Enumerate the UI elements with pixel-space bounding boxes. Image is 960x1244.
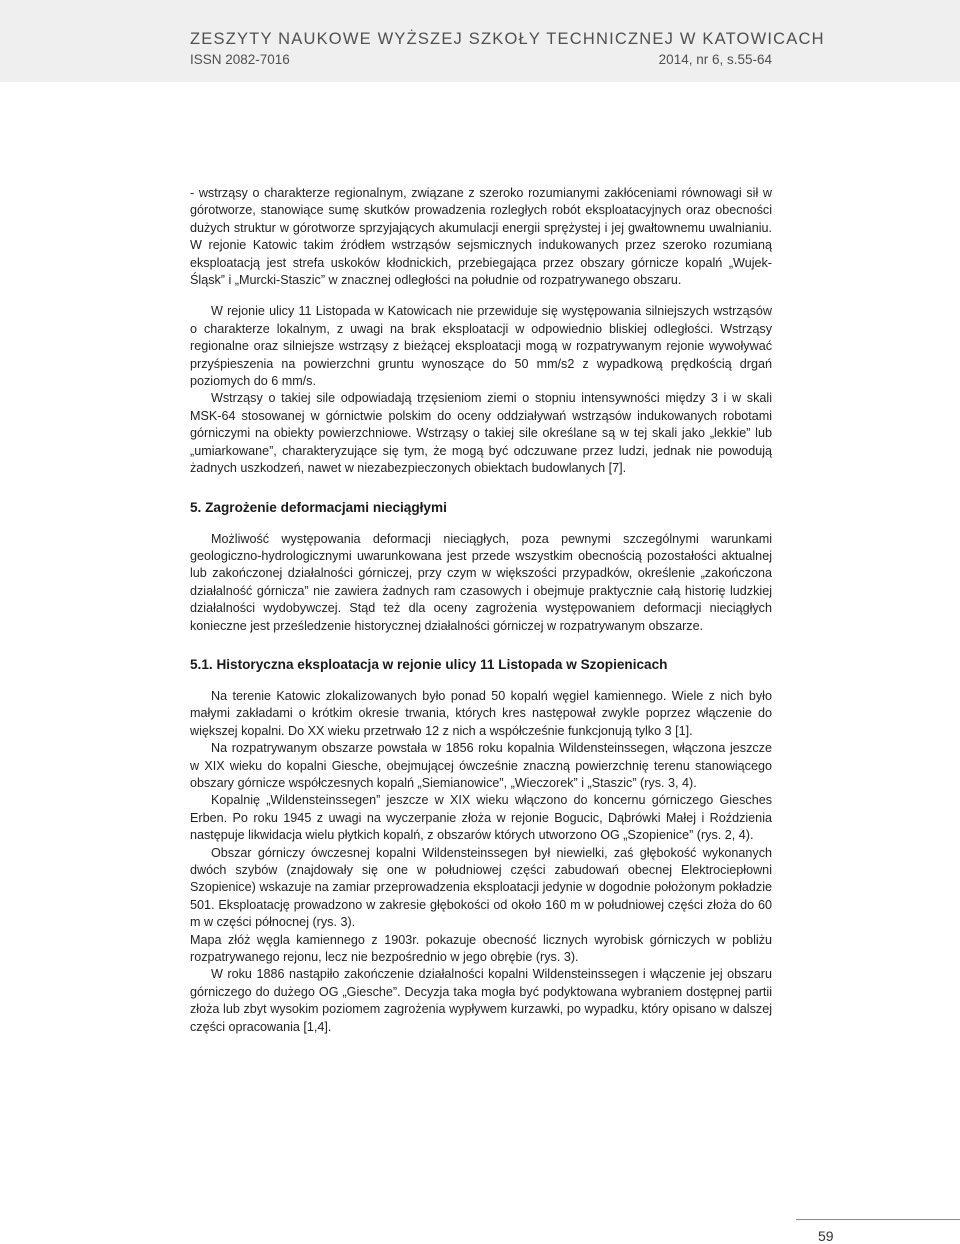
section-heading-5-1: 5.1. Historyczna eksploatacja w rejonie ulicy 11 Listopada w Szopienicach	[190, 656, 668, 672]
paragraph-mining-area: Obszar górniczy ówczesnej kopalni Wildensteinssegen był niewielki, zaś głębokość wykonanych dwóch szybów (znajdowały się one w południowej części zabudowań obecnej Elektrociepłowni Szopienice) wskazuje na zamiar przeprowadzenia eksploatacji jedynie w dogodnie położonym pokładzie 501. Eksploatację prowadzono w zakresie głębokości od około 160 m w południowej części złoża do 60 m w części północnej (rys. 3).	[190, 845, 772, 930]
issn: ISSN 2082-7016	[190, 52, 290, 67]
footer-divider	[796, 1219, 960, 1220]
article-body	[190, 185, 772, 1036]
paragraph-1903-map: Mapa złóż węgla kamiennego z 1903r. pokazuje obecność licznych wyrobisk górniczych w pobliżu rozpatrywanego rejonu, lecz nie bezpośrednio w jego obrębie (rys. 3).	[190, 932, 772, 965]
journal-title: ZESZYTY NAUKOWE WYŻSZEJ SZKOŁY TECHNICZNEJ W KATOWICACH	[190, 30, 825, 48]
paragraph-listopada-tremors: W rejonie ulicy 11 Listopada w Katowicach nie przewiduje się występowania silniejszych wstrząsów o charakterze lokalnym, z uwagi na brak eksploatacji w odpowiednio bliskiej odległości. Wstrząsy regionalne oraz silniejsze wstrząsy z bieżącej eksploatacji mogą w rozpatrywanym rejonie wywoływać przyśpieszenia na powierzchni gruntu wynoszące do 50 mm/s2 z wypadkową prędkością drgań poziomych do 6 mm/s.	[190, 304, 772, 389]
issue-info: 2014, nr 6, s.55-64	[658, 52, 772, 67]
paragraph-giesches-erben: Kopalnię „Wildensteinssegen” jeszcze w XIX wieku włączono do koncernu górniczego Giesches Erben. Po roku 1945 z uwagi na wyczerpanie złoża w rejonie Bogucic, Dąbrówki Małej i Roździenia następuje likwidacja wielu płytkich kopalń, z obszarów których utworzono OG „Szopienice” (rys. 2, 4).	[190, 793, 772, 843]
section-heading-5: 5. Zagrożenie deformacjami nieciągłymi	[190, 499, 447, 515]
paragraph-katowice-mines: Na terenie Katowic zlokalizowanych było ponad 50 kopalń węgiel kamiennego. Wiele z nich było małymi zakładami o krótkim okresie trwania, których kres następował zwykle poprzez włączenie do większej kopalni. Do XX wieku przetrwało 12 z nich a współcześnie funkcjonują tylko 3 [1].	[190, 688, 772, 738]
running-header	[0, 0, 960, 82]
paragraph-regional-tremors: - wstrząsy o charakterze regionalnym, związane z szeroko rozumianymi zakłóceniami równowagi sił w górotworze, stanowiące sumę skutków prowadzenia rozległych robót eksploatacyjnych oraz obecności dużych struktur w górotworze sprzyjających akumulacji energii sprężystej i jej gwałtownemu uwalnianiu. W rejonie Katowic takim źródłem wstrząsów sejsmicznych indukowanych przez szeroko rozumianą eksploatacją jest strefa uskoków kłodnickich, przebiegająca przez obszary górnicze kopalń „Wujek-Śląsk” i „Murcki-Staszic” w znacznej odległości na południe od rozpatrywanego obszaru.	[190, 186, 772, 288]
page-number: 59	[818, 1228, 834, 1244]
paragraph-wildensteinssegen-founding: Na rozpatrywanym obszarze powstała w 1856 roku kopalnia Wildensteinssegen, włączona jeszcze w XIX wieku do kopalni Giesche, obejmującej ówcześnie znaczną powierzchnię terenu stanowiącego obszary górnicze współczesnych kopalń „Siemianowice”, „Wieczorek” i „Staszic” (rys. 3, 4).	[190, 741, 772, 790]
paragraph-msk64-scale: Wstrząsy o takiej sile odpowiadają trzęsieniom ziemi o stopniu intensywności między 3 i w skali MSK-64 stosowanej w górnictwie polskim do oceny oddziaływań wstrząsów indukowanych robotami górniczymi na obiekty powierzchniowe. Wstrząsy o takiej sile określane są w tej skali jako „lekkie” lub „umiarkowane”, charakteryzujące się tym, że mogą być odczuwane przez ludzi, jednak nie powodują żadnych uszkodzeń, nawet w niezabezpieczonych obiektach budowlanych [7].	[190, 391, 772, 476]
paragraph-discontinuous-deformations: Możliwość występowania deformacji nieciągłych, poza pewnymi szczególnymi warunkami geologiczno-hydrologicznymi uwarunkowana jest przede wszystkim obecnością pozostałości aktualnej lub zakończonej działalności górniczej, przy czym w większości przypadków, określenie „zakończona działalność górnicza” nie zawiera żadnych ram czasowych i obejmuje praktycznie całą historię ludzkiej działalności wydobywczej. Stąd też dla oceny zagrożenia występowaniem deformacji nieciągłych konieczne jest prześledzenie historycznej działalności górniczej w rozpatrywanym obszarze.	[190, 531, 772, 633]
paragraph-1886-closure: W roku 1886 nastąpiło zakończenie działalności kopalni Wildensteinssegen i włączenie jej obszaru górniczego do dużego OG „Giesche”. Decyzja taka mogła być podyktowana wybraniem dostępnej partii złoża lub zbyt wysokim poziomem zagrożenia wypływem kurzawki, po wypadku, który opisano w dalszej części opracowania [1,4].	[190, 967, 772, 1034]
